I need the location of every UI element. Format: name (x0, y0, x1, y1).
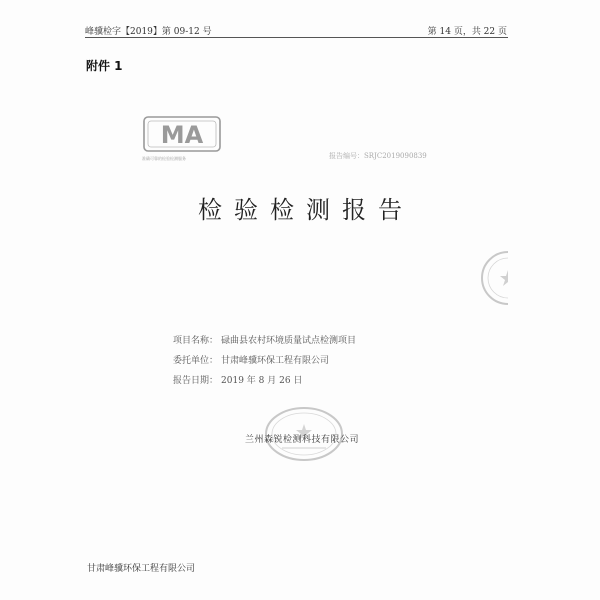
report-date-field (173, 373, 302, 386)
report-date-label: 报告日期： (173, 376, 219, 386)
client-field (173, 353, 329, 366)
partial-seal-stamp (478, 248, 508, 308)
client-value: 甘肃峰骥环保工程有限公司 (221, 356, 330, 366)
ma-logo-text: MA (160, 121, 204, 149)
report-date-value: 2019 年 8 月 26 日 (221, 376, 303, 386)
report-title: 检验检测报告 (198, 196, 414, 224)
ma-logo-caption: 准确可靠的检验检测服务 (142, 156, 186, 161)
testing-company-name: 兰州森锐检测科技有限公司 (244, 435, 359, 445)
document-reference: 峰骥检字【2019】第 09-12 号 (85, 27, 212, 37)
project-name-field (173, 333, 356, 346)
page-header (85, 24, 507, 38)
header-rule (85, 37, 508, 38)
page-footer: 甘肃峰骥环保工程有限公司 (87, 564, 196, 574)
page-number: 第 14 页，共 22 页 (427, 27, 507, 37)
report-number: 报告编号：SRJC2019090839 (329, 152, 427, 160)
attachment-label: 附件 1 (86, 59, 123, 73)
project-name-value: 碌曲县农村环境质量试点检测项目 (221, 336, 357, 346)
client-label: 委托单位： (173, 356, 219, 366)
project-name-label: 项目名称： (173, 336, 219, 346)
